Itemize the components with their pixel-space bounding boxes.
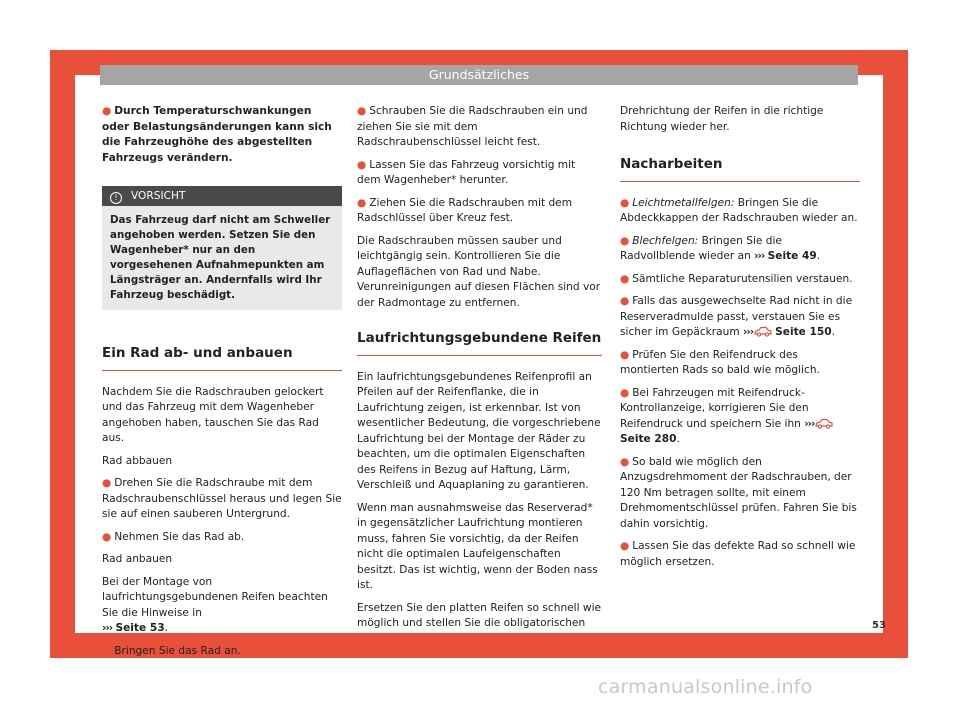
exclamation-icon: ! [110, 192, 122, 204]
heading-nacharbeiten: Nacharbeiten [620, 157, 860, 182]
list-item: ● So bald wie möglich den Anzugsdrehmoment der Radschrauben, der 120 Nm betragen sollte, mit einem Drehmomentschlüssel prüfen. Fahren Sie bis dahin vorsichtig. [620, 455, 857, 530]
list-item: ● Blechfelgen: Bringen Sie die Radvollblende wieder an ››› Seite 49. [620, 234, 821, 262]
reference-arrows: ››› [754, 250, 765, 262]
list-item: ● Bei Fahrzeugen mit Reifendruck-Kontrollanzeige, korrigieren Sie den Reifendruck und speichern Sie ihn ›››Seite 280. [620, 386, 860, 448]
paragraph: Ersetzen Sie den platten Reifen so schnell wie möglich und stellen Sie die obligatorischen [357, 601, 602, 629]
bullet-icon: ● [620, 348, 630, 361]
page-reference-link[interactable]: Seite 280 [620, 433, 677, 445]
list-item: ● Falls das ausgewechselte Rad nicht in die Reserveradmulde passt, verstauen Sie es sicher im Gepäckraum ››› Seite 150. [620, 295, 853, 338]
list-item: ● Sämtliche Reparaturutensilien verstauen. [620, 272, 853, 285]
page-reference-link[interactable]: Seite 53 [115, 622, 165, 634]
list-item: ● Drehen Sie die Radschraube mit dem Radschraubenschlüssel heraus und legen Sie sie auf einen sauberen Untergrund. [102, 477, 342, 520]
page-reference-link[interactable]: Seite 49 [767, 250, 817, 262]
intro-paragraph: Nachdem Sie die Radschrauben gelockert und das Fahrzeug mit dem Wagenheber angehoben haben, tauschen Sie das Rad aus. [102, 385, 324, 444]
bullet-icon: ● [620, 455, 630, 468]
bullet-icon: ● [620, 234, 630, 247]
heading-laufrichtung: Laufrichtungsgebundene Reifen [357, 331, 602, 356]
column-2 [357, 104, 602, 639]
list-item: ● Schrauben Sie die Radschrauben ein und ziehen Sie sie mit dem Radschraubenschlüssel leicht fest. [357, 105, 588, 148]
paragraph: Ein laufrichtungsgebundenes Reifenprofil an Pfeilen auf der Reifenflanke, die in Laufrichtung zeigen, ist erkennbar. Ist von wesentlicher Bedeutung, die vorgeschriebene Laufrichtung bei der Montage der Räder zu beachten, um die optimalen Eigenschaften des Reifens in Bezug auf Haftung, Lärm, Verschleiß und Aquaplaning zu garantieren. [357, 370, 601, 491]
reference-arrows: ››› [743, 326, 754, 338]
reference-arrows: ››› [804, 417, 815, 430]
bullet-icon: ● [620, 386, 630, 399]
bullet-icon: ● [102, 477, 112, 489]
section-header: Grundsätzliches [100, 65, 858, 85]
bullet-icon: ● [620, 540, 630, 552]
bullet-icon: ● [357, 105, 367, 117]
bullet-icon: ● [102, 105, 112, 117]
caution-title: VORSICHT [131, 190, 186, 202]
bullet-icon: ● [357, 196, 367, 209]
column-3 [620, 104, 860, 577]
list-item: ● Lassen Sie das defekte Rad so schnell wie möglich ersetzen. [620, 540, 856, 568]
paragraph: Wenn man ausnahmsweise das Reserverad* in gegensätzlicher Laufrichtung montieren muss, fahren Sie vorsichtig, da der Reifen nicht die optimalen Laufeigenschaften besitzt. Das ist wichtig, wenn der Boden nass ist. [357, 501, 598, 591]
bullet-icon: ● [357, 158, 367, 171]
anbauen-paragraph: Bei der Montage von laufrichtungsgebundenen Reifen beachten Sie die Hinweise in ››› Seite 53. [102, 575, 328, 634]
warning-bullet: ● Durch Temperaturschwankungen oder Belastungsänderungen kann sich die Fahrzeughöhe des abgestellten Fahrzeugs verändern. [102, 105, 332, 164]
list-item: ● Nehmen Sie das Rad ab. [102, 530, 245, 543]
bullet-icon: ● [102, 644, 112, 657]
list-item: ● Bringen Sie das Rad an. [102, 644, 241, 657]
bullet-icon: ● [620, 196, 630, 209]
paragraph: Drehrichtung der Reifen in die richtige Richtung wieder her. [620, 105, 824, 133]
heading-rad-wechseln: Ein Rad ab- und anbauen [102, 346, 342, 371]
subheading-abbauen: Rad abbauen [102, 454, 173, 467]
bullet-icon: ● [102, 530, 112, 543]
page-reference-link[interactable]: Seite 150 [775, 326, 832, 338]
bullet-icon: ● [620, 272, 630, 285]
column-1 [102, 104, 342, 666]
caution-header [102, 186, 342, 206]
subheading-anbauen: Rad anbauen [102, 553, 173, 565]
bullet-icon: ● [620, 295, 630, 307]
reference-arrows: ››› [102, 622, 113, 634]
watermark: carmanualsonline.info [598, 676, 813, 698]
caution-box [102, 186, 342, 310]
list-item: ● Ziehen Sie die Radschrauben mit dem Radschlüssel über Kreuz fest. [357, 196, 573, 224]
list-item: ● Lassen Sie das Fahrzeug vorsichtig mit dem Wagenheber* herunter. [357, 158, 576, 186]
list-item: ● Leichtmetallfelgen: Bringen Sie die Abdeckkappen der Radschrauben wieder an. [620, 196, 858, 224]
paragraph: Die Radschrauben müssen sauber und leichtgängig sein. Kontrollieren Sie die Auflageflächen von Rad und Nabe. Verunreinigungen auf diesen Flächen sind vor der Radmontage zu entfernen. [357, 234, 601, 309]
page-number: 53 [872, 620, 886, 631]
list-item: ● Prüfen Sie den Reifendruck des montierten Rads so bald wie möglich. [620, 348, 820, 376]
car-icon [754, 326, 772, 337]
caution-text: Das Fahrzeug darf nicht am Schweller angehoben werden. Setzen Sie den Wagenheber* nur an den vorgesehenen Aufnahmepunkten am Längsträger an. Andernfalls wird Ihr Fahrzeug beschädigt. [110, 214, 331, 301]
car-icon [815, 418, 833, 429]
